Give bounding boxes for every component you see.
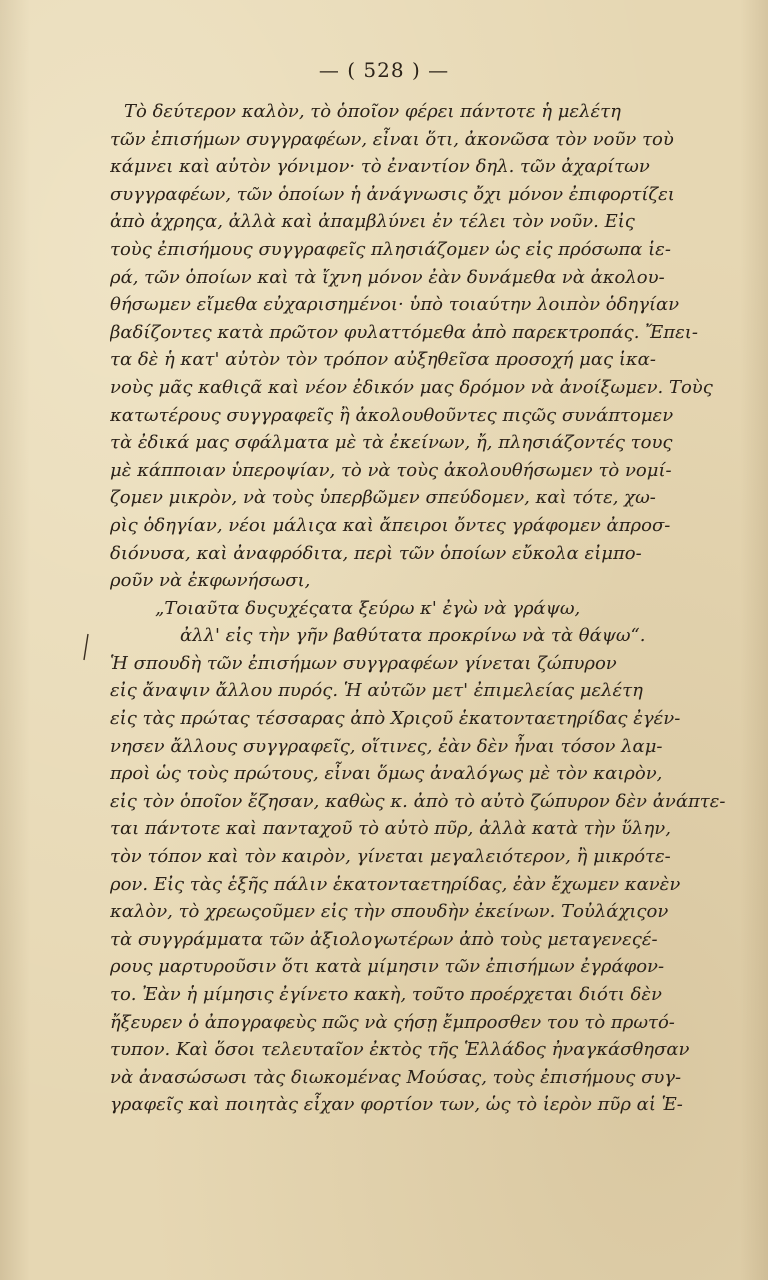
text-line: συγγραφέων, τῶν ὁποίων ἡ ἀνάγνωσις ὄχι μόνον ἐπιφορτίζει xyxy=(110,183,675,205)
text-line: τοὺς ἐπισήμους συγγραφεῖς πλησιάζομεν ὡς εἰς πρόσωπα ἱε- xyxy=(110,238,671,260)
text-line: ἤξευρεν ὁ ἀπογραφεὺς πῶς νὰ ςήσῃ ἔμπροσθεν του τὸ πρωτό- xyxy=(110,1011,675,1033)
text-line: εἰς τὸν ὁποῖον ἔζησαν, καθὼς κ. ἀπὸ τὸ αὐτὸ ζώπυρον δὲν ἀνάπτε- xyxy=(110,790,726,812)
text-line: διόνυσα, καὶ ἀναφρόδιτα, περὶ τῶν ὁποίων εὔκολα εἰμπο- xyxy=(110,542,642,564)
text-line: ἀπὸ ἀχρηςα, ἀλλὰ καὶ ἀπαμβλύνει ἐν τέλει τὸν νοῦν. Εἰς xyxy=(110,211,635,233)
text-line: κάμνει καὶ αὐτὸν γόνιμον· τὸ ἐναντίον δηλ. τῶν ἀχαρίτων xyxy=(110,156,650,178)
text-line: καλὸν, τὸ χρεωςοῦμεν εἰς τὴν σπουδὴν ἐκείνων. Τοὐλάχιςον xyxy=(110,901,669,923)
body-text xyxy=(110,98,768,1119)
text-line: θήσωμεν εἴμεθα εὐχαρισημένοι· ὑπὸ τοιαύτην λοιπὸν ὁδηγίαν xyxy=(110,294,680,316)
text-line: ρους μαρτυροῦσιν ὅτι κατὰ μίμησιν τῶν ἐπισήμων ἐγράφον- xyxy=(110,956,665,978)
text-line: το. Ἐὰν ἡ μίμησις ἐγίνετο κακὴ, τοῦτο προέρχεται διότι δὲν xyxy=(110,984,662,1005)
text-line: νοὺς μᾶς καθιςᾶ καὶ νέον ἐδικόν μας δρόμον νὰ ἀνοίξωμεν. Τοὺς xyxy=(110,376,713,398)
text-line: ρά, τῶν ὁποίων καὶ τὰ ἴχνη μόνον ἐὰν δυνάμεθα νὰ ἀκολου- xyxy=(110,266,665,288)
text-line: ζομεν μικρὸν, νὰ τοὺς ὑπερβῶμεν σπεύδομεν, καὶ τότε, χω- xyxy=(110,487,656,509)
text-line: εἰς τὰς πρώτας τέσσαρας ἀπὸ Χριςοῦ ἑκατονταετηρίδας ἐγέν- xyxy=(110,708,681,730)
text-line: νησεν ἄλλους συγγραφεῖς, οἵτινες, ἐὰν δὲν ἦναι τόσον λαμ- xyxy=(110,735,663,757)
text-line: ται πάντοτε καὶ πανταχοῦ τὸ αὐτὸ πῦρ, ἀλλὰ κατὰ τὴν ὕλην, xyxy=(110,818,671,840)
text-line: τυπον. Καὶ ὅσοι τελευταῖον ἐκτὸς τῆς Ἑλλάδος ἠναγκάσθησαν xyxy=(110,1039,690,1061)
text-line: μὲ κάπποιαν ὑπεροψίαν, τὸ νὰ τοὺς ἀκολουθήσωμεν τὸ νομί- xyxy=(110,459,672,481)
margin-mark xyxy=(82,632,90,662)
text-line: Τὸ δεύτερον καλὸν, τὸ ὁποῖον φέρει πάντοτε ἡ μελέτη xyxy=(124,101,621,122)
text-line: τὰ ἐδικά μας σφάλματα μὲ τὰ ἐκείνων, ἤ, πλησιάζοντές τους xyxy=(110,432,673,454)
text-line: ρον. Εἰς τὰς ἑξῆς πάλιν ἑκατονταετηρίδας, ἐὰν ἔχωμεν κανὲν xyxy=(110,873,681,895)
text-line: νὰ ἀνασώσωσι τὰς διωκομένας Μούσας, τοὺς ἐπισήμους συγ- xyxy=(110,1066,682,1088)
verse-line: ἀλλ' εἰς τὴν γῆν βαθύτατα προκρίνω νὰ τὰ θάψω“. xyxy=(180,625,646,647)
text-line: τα δὲ ἡ κατ' αὐτὸν τὸν τρόπον αὐξηθεῖσα προσοχή μας ἱκα- xyxy=(110,349,656,371)
text-line: Ἡ σπουδὴ τῶν ἐπισήμων συγγραφέων γίνεται ζώπυρον xyxy=(110,652,617,674)
text-line: προὶ ὡς τοὺς πρώτους, εἶναι ὅμως ἀναλόγως μὲ τὸν καιρὸν, xyxy=(110,763,663,785)
text-line: ρὶς ὁδηγίαν, νέοι μάλιςα καὶ ἄπειροι ὄντες γράφομεν ἀπροσ- xyxy=(110,514,671,536)
text-line: τὸν τόπον καὶ τὸν καιρὸν, γίνεται μεγαλειότερον, ἢ μικρότε- xyxy=(110,846,671,868)
page-number: — ( 528 ) — xyxy=(318,58,450,82)
text-line: τῶν ἐπισήμων συγγραφέων, εἶναι ὅτι, ἀκονῶσα τὸν νοῦν τοὺ xyxy=(110,128,674,150)
text-line: κατωτέρους συγγραφεῖς ἢ ἀκολουθοῦντες πιςῶς συνάπτομεν xyxy=(110,404,674,426)
text-line: εἰς ἄναψιν ἄλλου πυρός. Ἡ αὐτῶν μετ' ἐπιμελείας μελέτη xyxy=(110,680,643,702)
text-line: γραφεῖς καὶ ποιητὰς εἶχαν φορτίον των, ὡς τὸ ἱερὸν πῦρ αἱ Ἑ- xyxy=(110,1094,683,1116)
text-line: ροῦν νὰ ἐκφωνήσωσι, xyxy=(110,570,311,592)
verse-line: „Τοιαῦτα δυςυχέςατα ξεύρω κ' ἐγὼ νὰ γράψω, xyxy=(155,597,581,619)
text-line: τὰ συγγράμματα τῶν ἀξιολογωτέρων ἀπὸ τοὺς μεταγενεςέ- xyxy=(110,928,658,950)
text-line: βαδίζοντες κατὰ πρῶτον φυλαττόμεθα ἀπὸ παρεκτροπάς. Ἔπει- xyxy=(110,321,698,343)
